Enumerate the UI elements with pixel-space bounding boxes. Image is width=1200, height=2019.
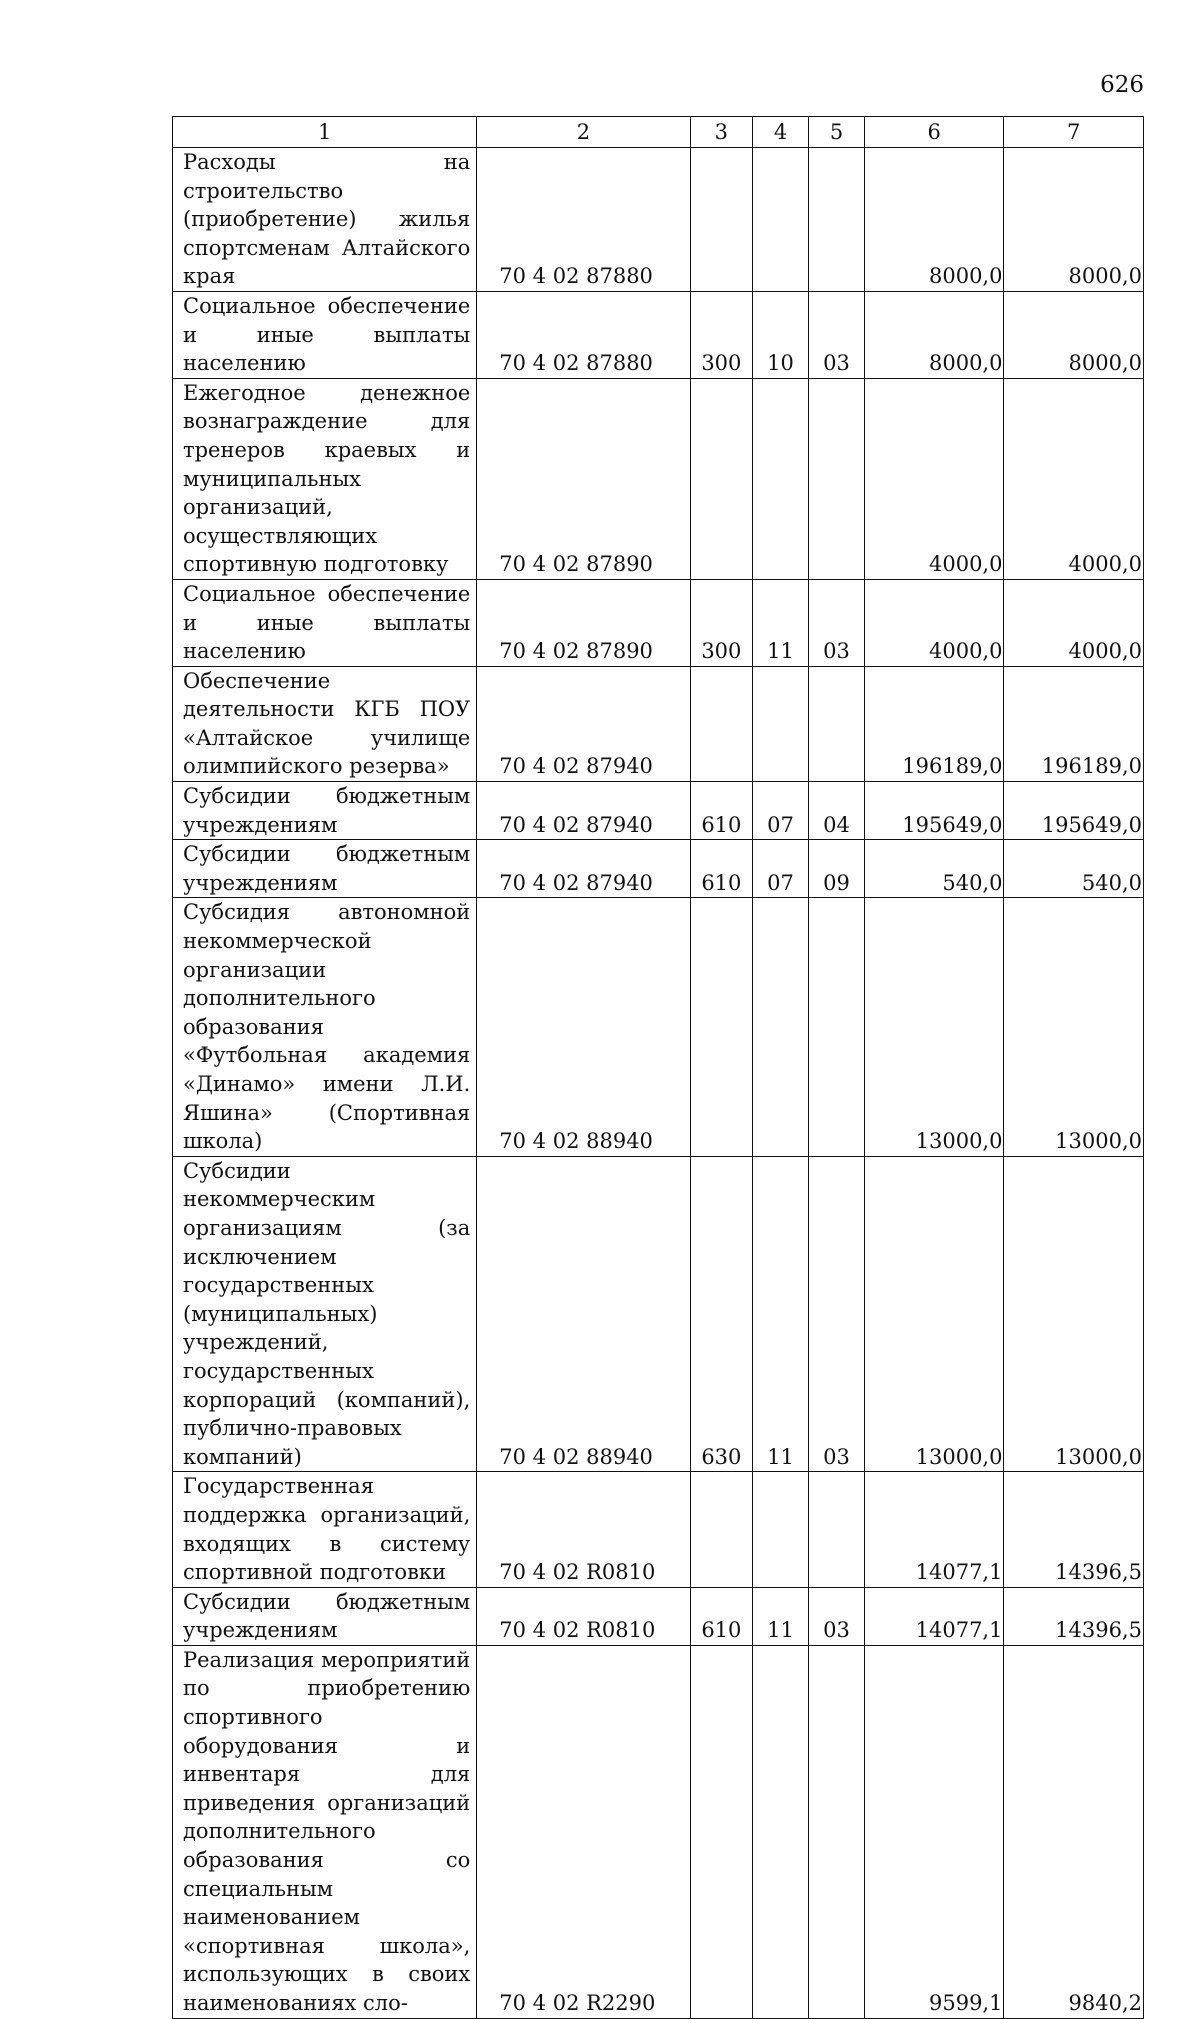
row-name-cell: Субсидия автономной некоммерческой организации дополнительного образования «Футбольная академия «Динамо» имени Л.И. Яшина» (Спортивная школа): [173, 898, 477, 1156]
row-name-cell: Реализация мероприятий по приобретению спортивного оборудования и инвентаря для приведения организаций дополнительного образования со специальным наименованием «спортивная школа», использующих в своих наименованиях сло-: [173, 1645, 477, 2018]
row-rz-cell: 11: [753, 579, 809, 666]
row-sum-2024-cell: 4000,0: [865, 579, 1004, 666]
row-rz-cell: 11: [753, 1156, 809, 1472]
row-pr-cell: 03: [809, 291, 865, 378]
row-sum-2025-cell: 4000,0: [1004, 378, 1144, 579]
table-row: [173, 148, 1144, 292]
header-cell: 3: [690, 117, 752, 148]
row-code-cell: 70 4 02 88940: [477, 898, 690, 1156]
header-cell: 4: [753, 117, 809, 148]
row-name-cell: Социальное обеспечение и иные выплаты населению: [173, 579, 477, 666]
row-rz-cell: 11: [753, 1587, 809, 1645]
header-cell: 2: [477, 117, 690, 148]
table-row: [173, 1156, 1144, 1472]
table-row: [173, 291, 1144, 378]
row-rz-cell: [753, 1645, 809, 2018]
row-pr-cell: [809, 1645, 865, 2018]
row-code-cell: 70 4 02 87940: [477, 782, 690, 840]
row-sum-2025-cell: 14396,5: [1004, 1587, 1144, 1645]
row-pr-cell: [809, 378, 865, 579]
row-code-cell: 70 4 02 87890: [477, 378, 690, 579]
row-vr-cell: 630: [690, 1156, 752, 1472]
row-pr-cell: 03: [809, 579, 865, 666]
row-rz-cell: 07: [753, 840, 809, 898]
row-vr-cell: [690, 898, 752, 1156]
row-pr-cell: [809, 1472, 865, 1587]
row-name-cell: Обеспечение деятельности КГБ ПОУ «Алтайское училище олимпийского резерва»: [173, 666, 477, 781]
row-sum-2024-cell: 13000,0: [865, 1156, 1004, 1472]
row-sum-2025-cell: 8000,0: [1004, 291, 1144, 378]
row-code-cell: 70 4 02 87940: [477, 840, 690, 898]
row-code-cell: 70 4 02 R2290: [477, 1645, 690, 2018]
row-rz-cell: [753, 898, 809, 1156]
row-pr-cell: [809, 666, 865, 781]
row-vr-cell: [690, 1645, 752, 2018]
header-cell: 6: [865, 117, 1004, 148]
row-name-cell: Субсидии бюджетным учреждениям: [173, 782, 477, 840]
row-sum-2024-cell: 8000,0: [865, 291, 1004, 378]
row-sum-2025-cell: 13000,0: [1004, 1156, 1144, 1472]
header-cell: 5: [809, 117, 865, 148]
row-name-cell: Ежегодное денежное вознаграждение для тренеров краевых и муниципальных организаций, осуществляющих спортивную подготовку: [173, 378, 477, 579]
row-code-cell: 70 4 02 88940: [477, 1156, 690, 1472]
row-rz-cell: 10: [753, 291, 809, 378]
row-pr-cell: [809, 148, 865, 292]
row-vr-cell: [690, 666, 752, 781]
table-header-row: [173, 117, 1144, 148]
row-pr-cell: 09: [809, 840, 865, 898]
row-sum-2024-cell: 13000,0: [865, 898, 1004, 1156]
page-number: 626: [1100, 72, 1144, 98]
table-row: [173, 579, 1144, 666]
row-rz-cell: [753, 148, 809, 292]
row-sum-2025-cell: 540,0: [1004, 840, 1144, 898]
table-row: [173, 898, 1144, 1156]
row-code-cell: 70 4 02 87940: [477, 666, 690, 781]
budget-table: [172, 116, 1144, 2019]
row-rz-cell: [753, 1472, 809, 1587]
row-vr-cell: 300: [690, 291, 752, 378]
row-code-cell: 70 4 02 R0810: [477, 1587, 690, 1645]
row-sum-2024-cell: 196189,0: [865, 666, 1004, 781]
row-name-cell: Социальное обеспечение и иные выплаты населению: [173, 291, 477, 378]
row-pr-cell: [809, 898, 865, 1156]
row-sum-2025-cell: 4000,0: [1004, 579, 1144, 666]
table-row: [173, 1472, 1144, 1587]
row-sum-2024-cell: 8000,0: [865, 148, 1004, 292]
row-vr-cell: [690, 378, 752, 579]
row-name-cell: Субсидии бюджетным учреждениям: [173, 1587, 477, 1645]
header-cell: 7: [1004, 117, 1144, 148]
row-vr-cell: 610: [690, 782, 752, 840]
row-name-cell: Государственная поддержка организаций, входящих в систему спортивной подготовки: [173, 1472, 477, 1587]
row-vr-cell: 610: [690, 840, 752, 898]
row-sum-2024-cell: 4000,0: [865, 378, 1004, 579]
table-row: [173, 1645, 1144, 2018]
row-vr-cell: 300: [690, 579, 752, 666]
row-name-cell: Субсидии некоммерческим организациям (за исключением государственных (муниципальных) учреждений, государственных корпораций (компаний), публично-правовых компаний): [173, 1156, 477, 1472]
table-row: [173, 840, 1144, 898]
table-row: [173, 1587, 1144, 1645]
row-sum-2024-cell: 14077,1: [865, 1472, 1004, 1587]
row-code-cell: 70 4 02 87880: [477, 148, 690, 292]
row-sum-2024-cell: 195649,0: [865, 782, 1004, 840]
row-code-cell: 70 4 02 87890: [477, 579, 690, 666]
table-row: [173, 666, 1144, 781]
table-row: [173, 378, 1144, 579]
row-sum-2025-cell: 196189,0: [1004, 666, 1144, 781]
row-rz-cell: [753, 378, 809, 579]
row-vr-cell: [690, 148, 752, 292]
row-rz-cell: 07: [753, 782, 809, 840]
row-pr-cell: 04: [809, 782, 865, 840]
row-name-cell: Субсидии бюджетным учреждениям: [173, 840, 477, 898]
row-vr-cell: 610: [690, 1587, 752, 1645]
row-sum-2025-cell: 195649,0: [1004, 782, 1144, 840]
row-sum-2024-cell: 540,0: [865, 840, 1004, 898]
row-sum-2025-cell: 8000,0: [1004, 148, 1144, 292]
row-pr-cell: 03: [809, 1587, 865, 1645]
row-vr-cell: [690, 1472, 752, 1587]
row-pr-cell: 03: [809, 1156, 865, 1472]
row-sum-2025-cell: 13000,0: [1004, 898, 1144, 1156]
row-code-cell: 70 4 02 R0810: [477, 1472, 690, 1587]
row-sum-2024-cell: 14077,1: [865, 1587, 1004, 1645]
table-row: [173, 782, 1144, 840]
header-cell: 1: [173, 117, 477, 148]
row-sum-2025-cell: 9840,2: [1004, 1645, 1144, 2018]
row-name-cell: Расходы на строительство (приобретение) жилья спортсменам Алтайского края: [173, 148, 477, 292]
row-rz-cell: [753, 666, 809, 781]
row-code-cell: 70 4 02 87880: [477, 291, 690, 378]
row-sum-2025-cell: 14396,5: [1004, 1472, 1144, 1587]
row-sum-2024-cell: 9599,1: [865, 1645, 1004, 2018]
